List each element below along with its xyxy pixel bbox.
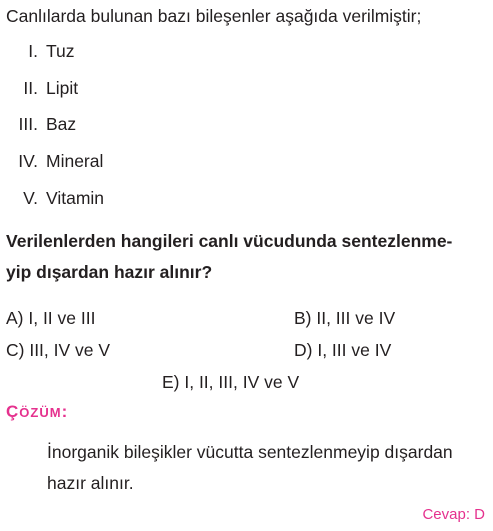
list-item [0,41,493,65]
list-item [0,151,493,175]
option-c[interactable]: C) III, IV ve V [6,340,111,360]
solution-heading [6,402,68,422]
list-label: Baz [46,114,77,134]
list-item [0,114,493,138]
list-numeral: V. [23,188,38,208]
option-e[interactable]: E) I, II, III, IV ve V [162,372,300,392]
solution-line-1: İnorganik bileşikler vücutta sentezlenmeyip dışardan [47,442,453,462]
list-label: Lipit [46,78,79,98]
list-numeral: IV. [18,151,38,171]
question-line-2: yip dışardan hazır alınır? [6,262,213,282]
list-label: Vitamin [46,188,105,208]
list-item [0,188,493,212]
list-item [0,78,493,102]
solution-heading-initial: Ç [6,402,20,421]
question-line-1: Verilenlerden hangileri canlı vücudunda sentezlenme- [6,231,453,251]
question-intro: Canlılarda bulunan bazı bileşenler aşağıda verilmiştir; [6,6,422,26]
option-a[interactable]: A) I, II ve III [6,308,96,328]
list-numeral: II. [23,78,38,98]
answer-label: Cevap: D [422,506,485,523]
solution-heading-colon: : [61,402,69,421]
list-numeral: III. [18,114,38,134]
option-d[interactable]: D) I, III ve IV [294,340,392,360]
solution-line-2: hazır alınır. [47,473,134,493]
list-numeral: I. [28,41,38,61]
list-label: Tuz [46,41,75,61]
option-b[interactable]: B) II, III ve IV [294,308,396,328]
solution-heading-rest: ÖZÜM [19,405,62,420]
list-label: Mineral [46,151,104,171]
